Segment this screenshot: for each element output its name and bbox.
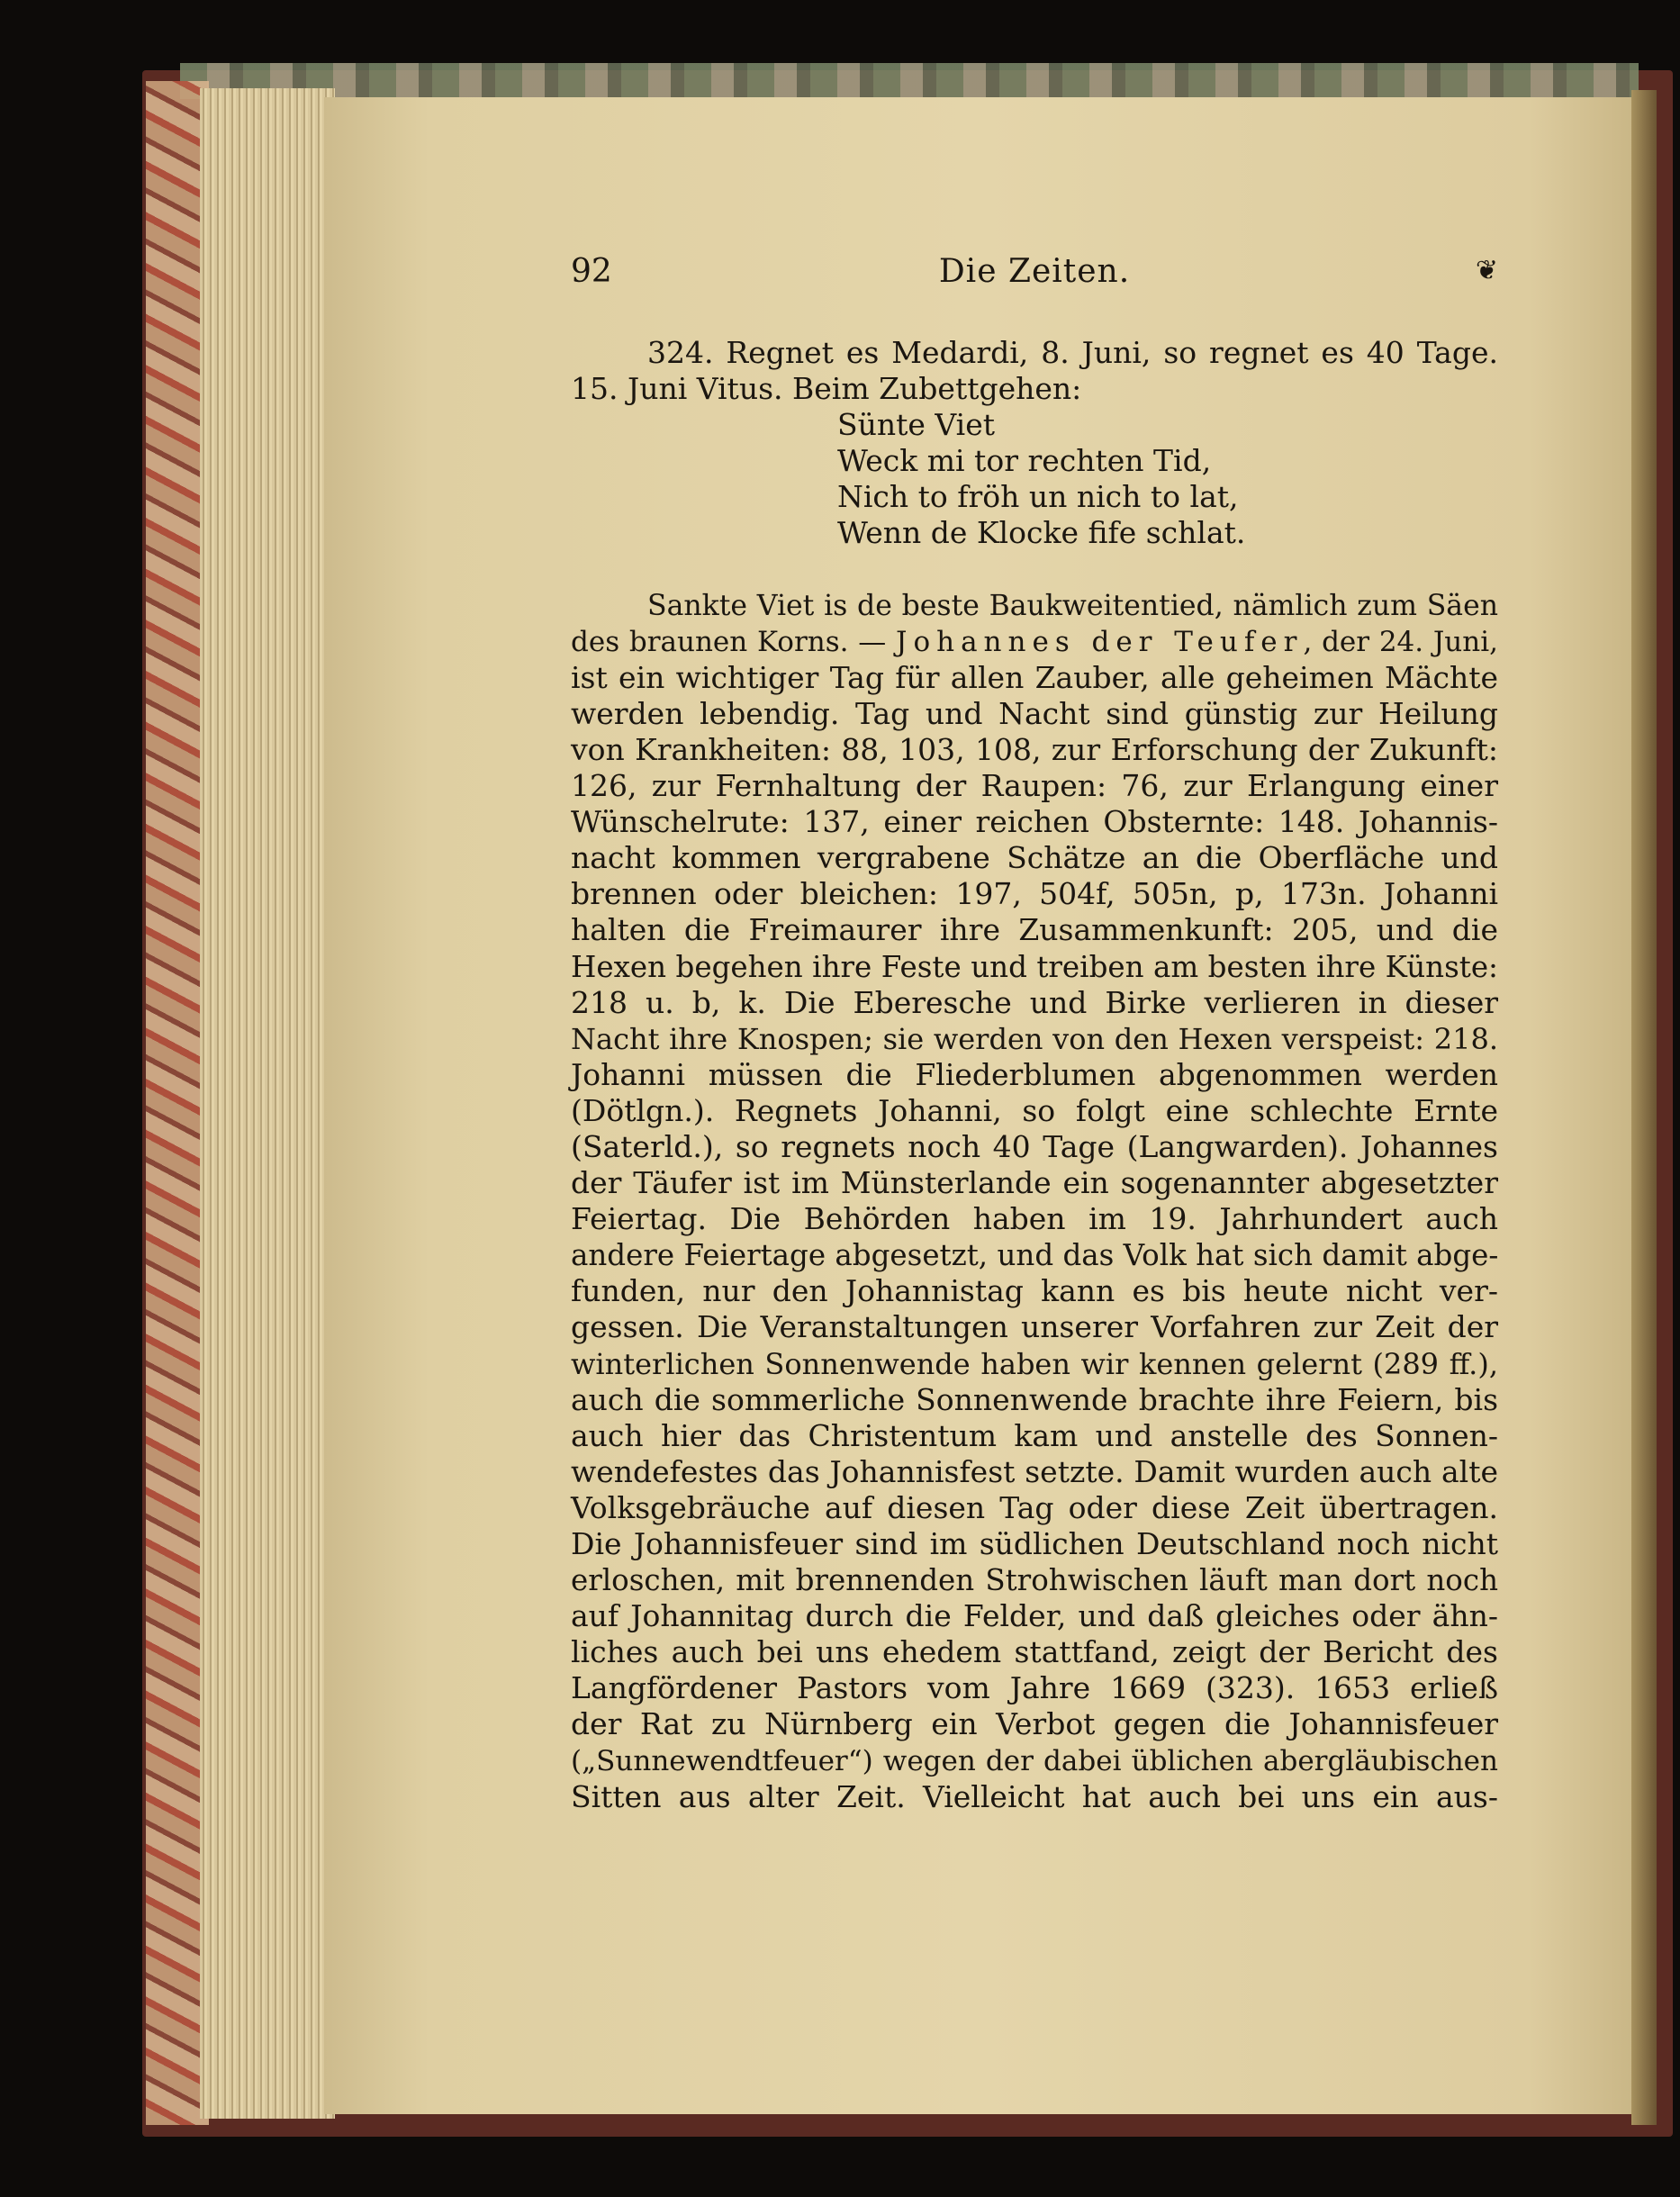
page-edges: [200, 88, 335, 2119]
text-line: Sitten aus alter Zeit. Vielleicht hat auch bei uns ein aus-: [571, 1778, 1498, 1814]
text-line: 218 u. b, k. Die Eberesche und Birke verlieren in dieser: [571, 984, 1498, 1020]
text-line: auch die sommerliche Sonnenwende brachte ihre Feiern, bis: [571, 1381, 1498, 1417]
text-fragment: des braunen Korns. —: [571, 625, 897, 658]
text-line: 324. Regnet es Medardi, 8. Juni, so regnet es 40 Tage.: [647, 335, 1498, 370]
corner-ornament-icon: ❦: [1475, 255, 1498, 286]
cover-top-edge: [180, 63, 1639, 99]
text-line: Feiertag. Die Behörden haben im 19. Jahrhundert auch: [571, 1201, 1498, 1237]
text-line: gessen. Die Veranstaltungen unserer Vorfahren zur Zeit der: [571, 1309, 1498, 1345]
text-line: Sankte Viet is de beste Baukweitentied, nämlich zum Säen: [647, 589, 1498, 622]
spaced-name: Johannes der Teufer: [896, 625, 1304, 658]
text-line: Volksgebräuche auf diesen Tag oder diese Zeit übertragen.: [571, 1489, 1498, 1525]
text-line: der Täufer ist im Münsterlande ein sogenannter abgesetzter: [571, 1165, 1498, 1201]
text-line: funden, nur den Johannistag kann es bis heute nicht ver-: [571, 1273, 1498, 1309]
text-line: 126, zur Fernhaltung der Raupen: 76, zur Erlangung einer: [571, 768, 1498, 804]
text-line: auch hier das Christentum kam und anstelle des Sonnen-: [571, 1417, 1498, 1453]
text-line: (Dötlgn.). Regnets Johanni, so folgt eine schlechte Ernte: [571, 1092, 1498, 1128]
text-line: auf Johannitag durch die Felder, und daß gleiches oder ähn-: [571, 1598, 1498, 1634]
verse-line: Nich to fröh un nich to lat,: [837, 479, 1239, 515]
text-line: winterlichen Sonnenwende haben wir kennen gelernt (289 ff.),: [571, 1346, 1498, 1381]
text-line: liches auch bei uns ehedem stattfand, zeigt der Bericht des: [571, 1634, 1498, 1670]
text-line: („Sunnewendtfeuer“) wegen der dabei üblichen abergläubischen: [571, 1744, 1498, 1777]
verse-line: Wenn de Klocke fife schlat.: [837, 515, 1246, 551]
text-line: der Rat zu Nürnberg ein Verbot gegen die Johannisfeuer: [571, 1706, 1498, 1742]
paragraph-gap: [571, 552, 1498, 588]
text-line: Hexen begehen ihre Feste und treiben am besten ihre Künste:: [571, 949, 1498, 984]
text-line: Langfördener Pastors vom Jahre 1669 (323). 1653 erließ: [571, 1670, 1498, 1706]
text-line: [571, 624, 1498, 660]
text-line: Johanni müssen die Fliederblumen abgenommen werden: [571, 1056, 1498, 1092]
body-text: [571, 335, 1498, 1815]
text-line: halten die Freimaurer ihre Zusammenkunft: 205, und die: [571, 912, 1498, 948]
text-line: 15. Juni Vitus. Beim Zubettgehen:: [571, 371, 1082, 407]
text-line: erloschen, mit brennenden Strohwischen läuft man dort noch: [571, 1563, 1498, 1598]
text-fragment: , der 24. Juni,: [1303, 625, 1498, 658]
verse-line: Sünte Viet: [837, 407, 995, 443]
text-line: brennen oder bleichen: 197, 504f, 505n, p, 173n. Johanni: [571, 876, 1498, 912]
running-title: Die Zeiten.: [938, 253, 1131, 290]
page-header: [571, 250, 1498, 294]
text-line: wendefestes das Johannisfest setzte. Damit wurden auch alte: [571, 1453, 1498, 1489]
text-line: ist ein wichtiger Tag für allen Zauber, alle geheimen Mächte: [571, 659, 1498, 695]
page-number: 92: [571, 253, 612, 290]
text-line: andere Feiertage abgesetzt, und das Volk hat sich damit abge-: [571, 1238, 1499, 1273]
text-line: von Krankheiten: 88, 103, 108, zur Erforschung der Zukunft:: [571, 731, 1498, 767]
text-line: Wünschelrute: 137, einer reichen Obsternte: 148. Johannis-: [571, 804, 1498, 840]
text-line: werden lebendig. Tag und Nacht sind günstig zur Heilung: [571, 695, 1498, 731]
text-line: nacht kommen vergrabene Schätze an die Oberfläche und: [571, 840, 1498, 876]
verse-line: Weck mi tor rechten Tid,: [837, 443, 1212, 479]
text-line: Nacht ihre Knospen; sie werden von den Hexen verspeist: 218.: [571, 1021, 1498, 1056]
book-gutter: [1631, 90, 1657, 2125]
text-line: Die Johannisfeuer sind im südlichen Deutschland noch nicht: [571, 1526, 1498, 1561]
text-line: (Saterld.), so regnets noch 40 Tage (Langwarden). Johannes: [571, 1128, 1498, 1164]
paragraph-body: [571, 660, 1498, 1815]
